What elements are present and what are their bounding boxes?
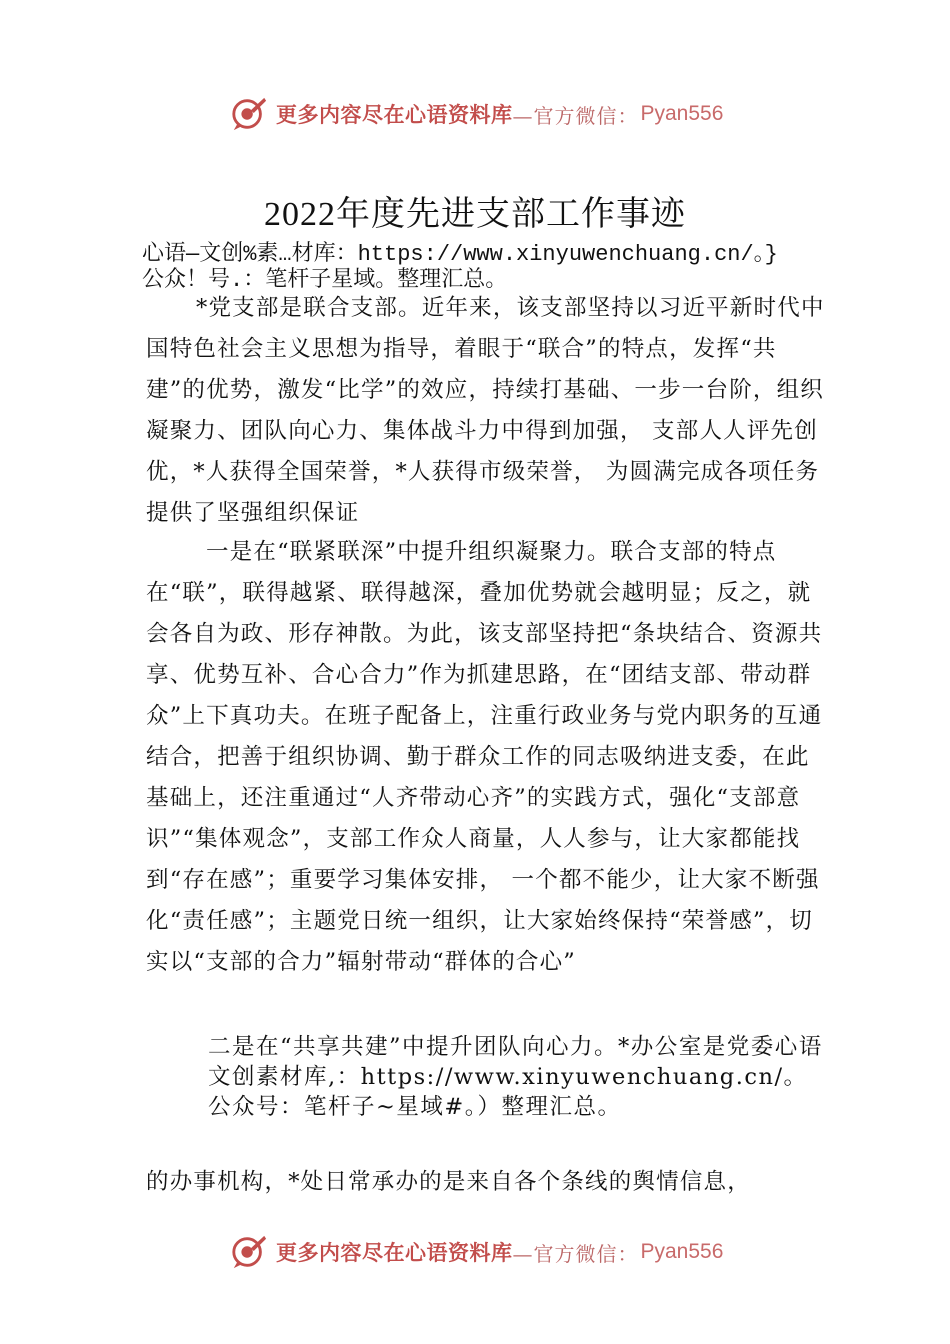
source-line-2: 公众！号.：笔杆子星域。整理汇总。 (142, 268, 508, 293)
watermark-id: Pyan556 (640, 102, 724, 125)
paragraph-point-two: 二是在“共享共建”中提升团队向心力。*办公室是党委心语文创素材库,：https://www.xinyuwenchuang.cn/。公众号：笔杆子~星域#。）整理汇总。 (208, 1034, 823, 1120)
pen-logo-icon (230, 95, 268, 133)
watermark-separator: —官方微信： (512, 103, 639, 128)
watermark-footer (230, 1232, 723, 1272)
pen-logo-icon (230, 1233, 268, 1271)
document-title: 2022年度先进支部工作事迹 (264, 196, 686, 233)
paragraph-point-one: 一是在“联紧联深”中提升组织凝聚力。联合支部的特点在“联”，联得越紧、联得越深，叠加优势就会越明显；反之，就会各自为政、形存神散。为此，该支部坚持把“条块结合、资源共享、优势互补、合心合力”作为抓建思路，在“团结支部、带动群众”上下真功夫。在班子配备上，注重行政业务与党内职务的互通结合，把善于组织协调、勤于群众工作的同志吸纳进支委，在此基础上，还注重通过“人齐带动心齐”的实践方式，强化“支部意识”“集体观念”，支部工作众人商量，人人参与，让大家都能找到“存在感”；重要学习集体安排， 一个都不能少，让大家不断强化“责任感”；主题党日统一组织，让大家始终保持“荣誉感”，切实以“支部的合力”辐射带动“群体的合心” (146, 539, 823, 975)
watermark-brand: 更多内容尽在心语资料库 (276, 102, 513, 127)
watermark-separator: —官方微信： (512, 1241, 639, 1266)
watermark-brand: 更多内容尽在心语资料库 (276, 1240, 513, 1265)
source-line-1: 心语—文创%素…材库：https://www.xinyuwenchuang.cn/。} (142, 242, 778, 267)
paragraph-intro: *党支部是联合支部。近年来，该支部坚持以习近平新时代中国特色社会主义思想为指导，着眼于“联合”的特点，发挥“共建”的优势，激发“比学”的效应，持续打基础、一步一台阶，组织凝聚力、团队向心力、集体战斗力中得到加强， 支部人人评先创优，*人获得全国荣誉，*人获得市级荣誉， 为圆满完成各项任务提供了坚强组织保证 (146, 295, 825, 526)
paragraph-continuation: 的办事机构，*处日常承办的是来自各个条线的舆情信息， (146, 1169, 751, 1195)
watermark-id: Pyan556 (640, 1240, 724, 1263)
watermark-header (230, 94, 723, 134)
